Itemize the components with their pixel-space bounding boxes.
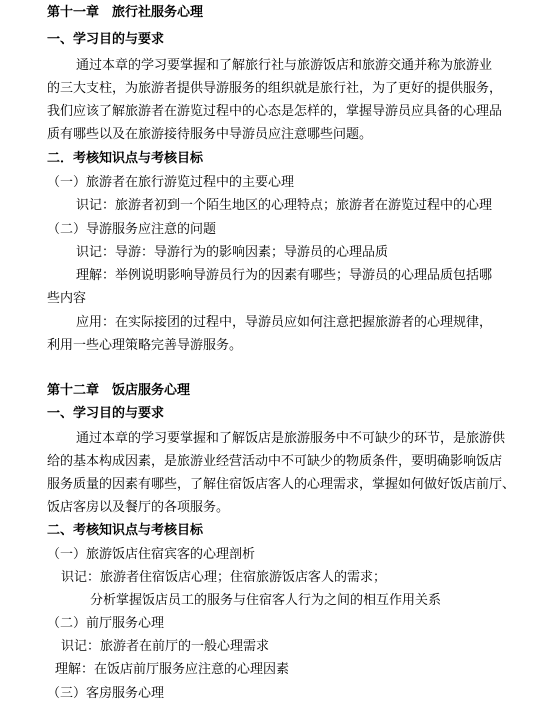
chapter-12-item-1-recognize: 识记：旅游者住宿饭店心理；住宿旅游饭店客人的需求； [61,570,387,585]
chapter-12-item-1-analyze: 分析掌握饭店员工的服务与住宿客人行为之间的相互作用关系 [90,593,442,608]
chapter-11-paragraph-line: 通过本章的学习要掌握和了解旅行社与旅游饭店和旅游交通并称为旅游业 [76,58,493,73]
chapter-12-section-2-title: 二、考核知识点与考核目标 [47,523,204,538]
chapter-12-item-3: （三）客房服务心理 [47,686,165,701]
chapter-12-paragraph-line: 饭店客房以及餐厅的各项服务。 [47,500,230,515]
chapter-12-paragraph-line: 通过本章的学习要掌握和了解饭店是旅游服务中不可缺少的环节，是旅游供 [76,431,506,446]
chapter-12-item-2: （二）前厅服务心理 [47,616,165,631]
chapter-11-item-2-understand-line: 些内容 [47,291,87,306]
chapter-11-section-2-title: 二．考核知识点与考核目标 [47,151,204,166]
chapter-12-paragraph-line: 服务质量的因素有哪些，了解住宿饭店客人的心理需求，掌握如何做好饭店前厅、 [47,477,516,492]
chapter-12-item-2-recognize: 识记：旅游者在前厅的一般心理需求 [61,639,270,654]
chapter-12-title: 第十二章 饭店服务心理 [47,383,191,398]
chapter-11-item-2-apply-line: 应用：在实际接团的过程中，导游员应如何注意把握旅游者的心理规律， [76,315,493,330]
chapter-11-item-2: （二）导游服务应注意的问题 [47,222,217,237]
chapter-11-item-2-understand-line: 理解：举例说明影响导游员行为的因素有哪些；导游员的心理品质包括哪 [76,268,493,283]
chapter-11-item-2-apply-line: 利用一些心理策略完善导游服务。 [47,338,243,353]
chapter-11-section-1-title: 一、学习目的与要求 [47,32,165,47]
chapter-11-paragraph-line: 的三大支柱，为旅游者提供导游服务的组织就是旅行社，为了更好的提供服务， [47,81,503,96]
chapter-11-item-2-recognize: 识记：导游：导游行为的影响因素；导游员的心理品质 [76,245,389,260]
chapter-12-item-1: （一）旅游饭店住宿宾客的心理剖析 [47,547,256,562]
chapter-12-item-2-understand: 理解：在饭店前厅服务应注意的心理因素 [55,662,290,677]
chapter-11-paragraph-line: 我们应该了解旅游者在游览过程中的心态是怎样的，掌握导游员应具备的心理品 [47,104,503,119]
chapter-11-title: 第十一章 旅行社服务心理 [47,5,204,20]
chapter-11-item-1-recognize: 识记：旅游者初到一个陌生地区的心理特点；旅游者在游览过程中的心理 [76,198,493,213]
chapter-12-paragraph-line: 给的基本构成因素，是旅游业经营活动中不可缺少的物质条件，要明确影响饭店 [47,454,503,469]
chapter-12-section-1-title: 一、学习目的与要求 [47,406,165,421]
chapter-11-item-1: （一）旅游者在旅行游览过程中的主要心理 [47,175,295,190]
chapter-11-paragraph-line: 质有哪些以及在旅游接待服务中导游员应注意哪些问题。 [47,127,373,142]
